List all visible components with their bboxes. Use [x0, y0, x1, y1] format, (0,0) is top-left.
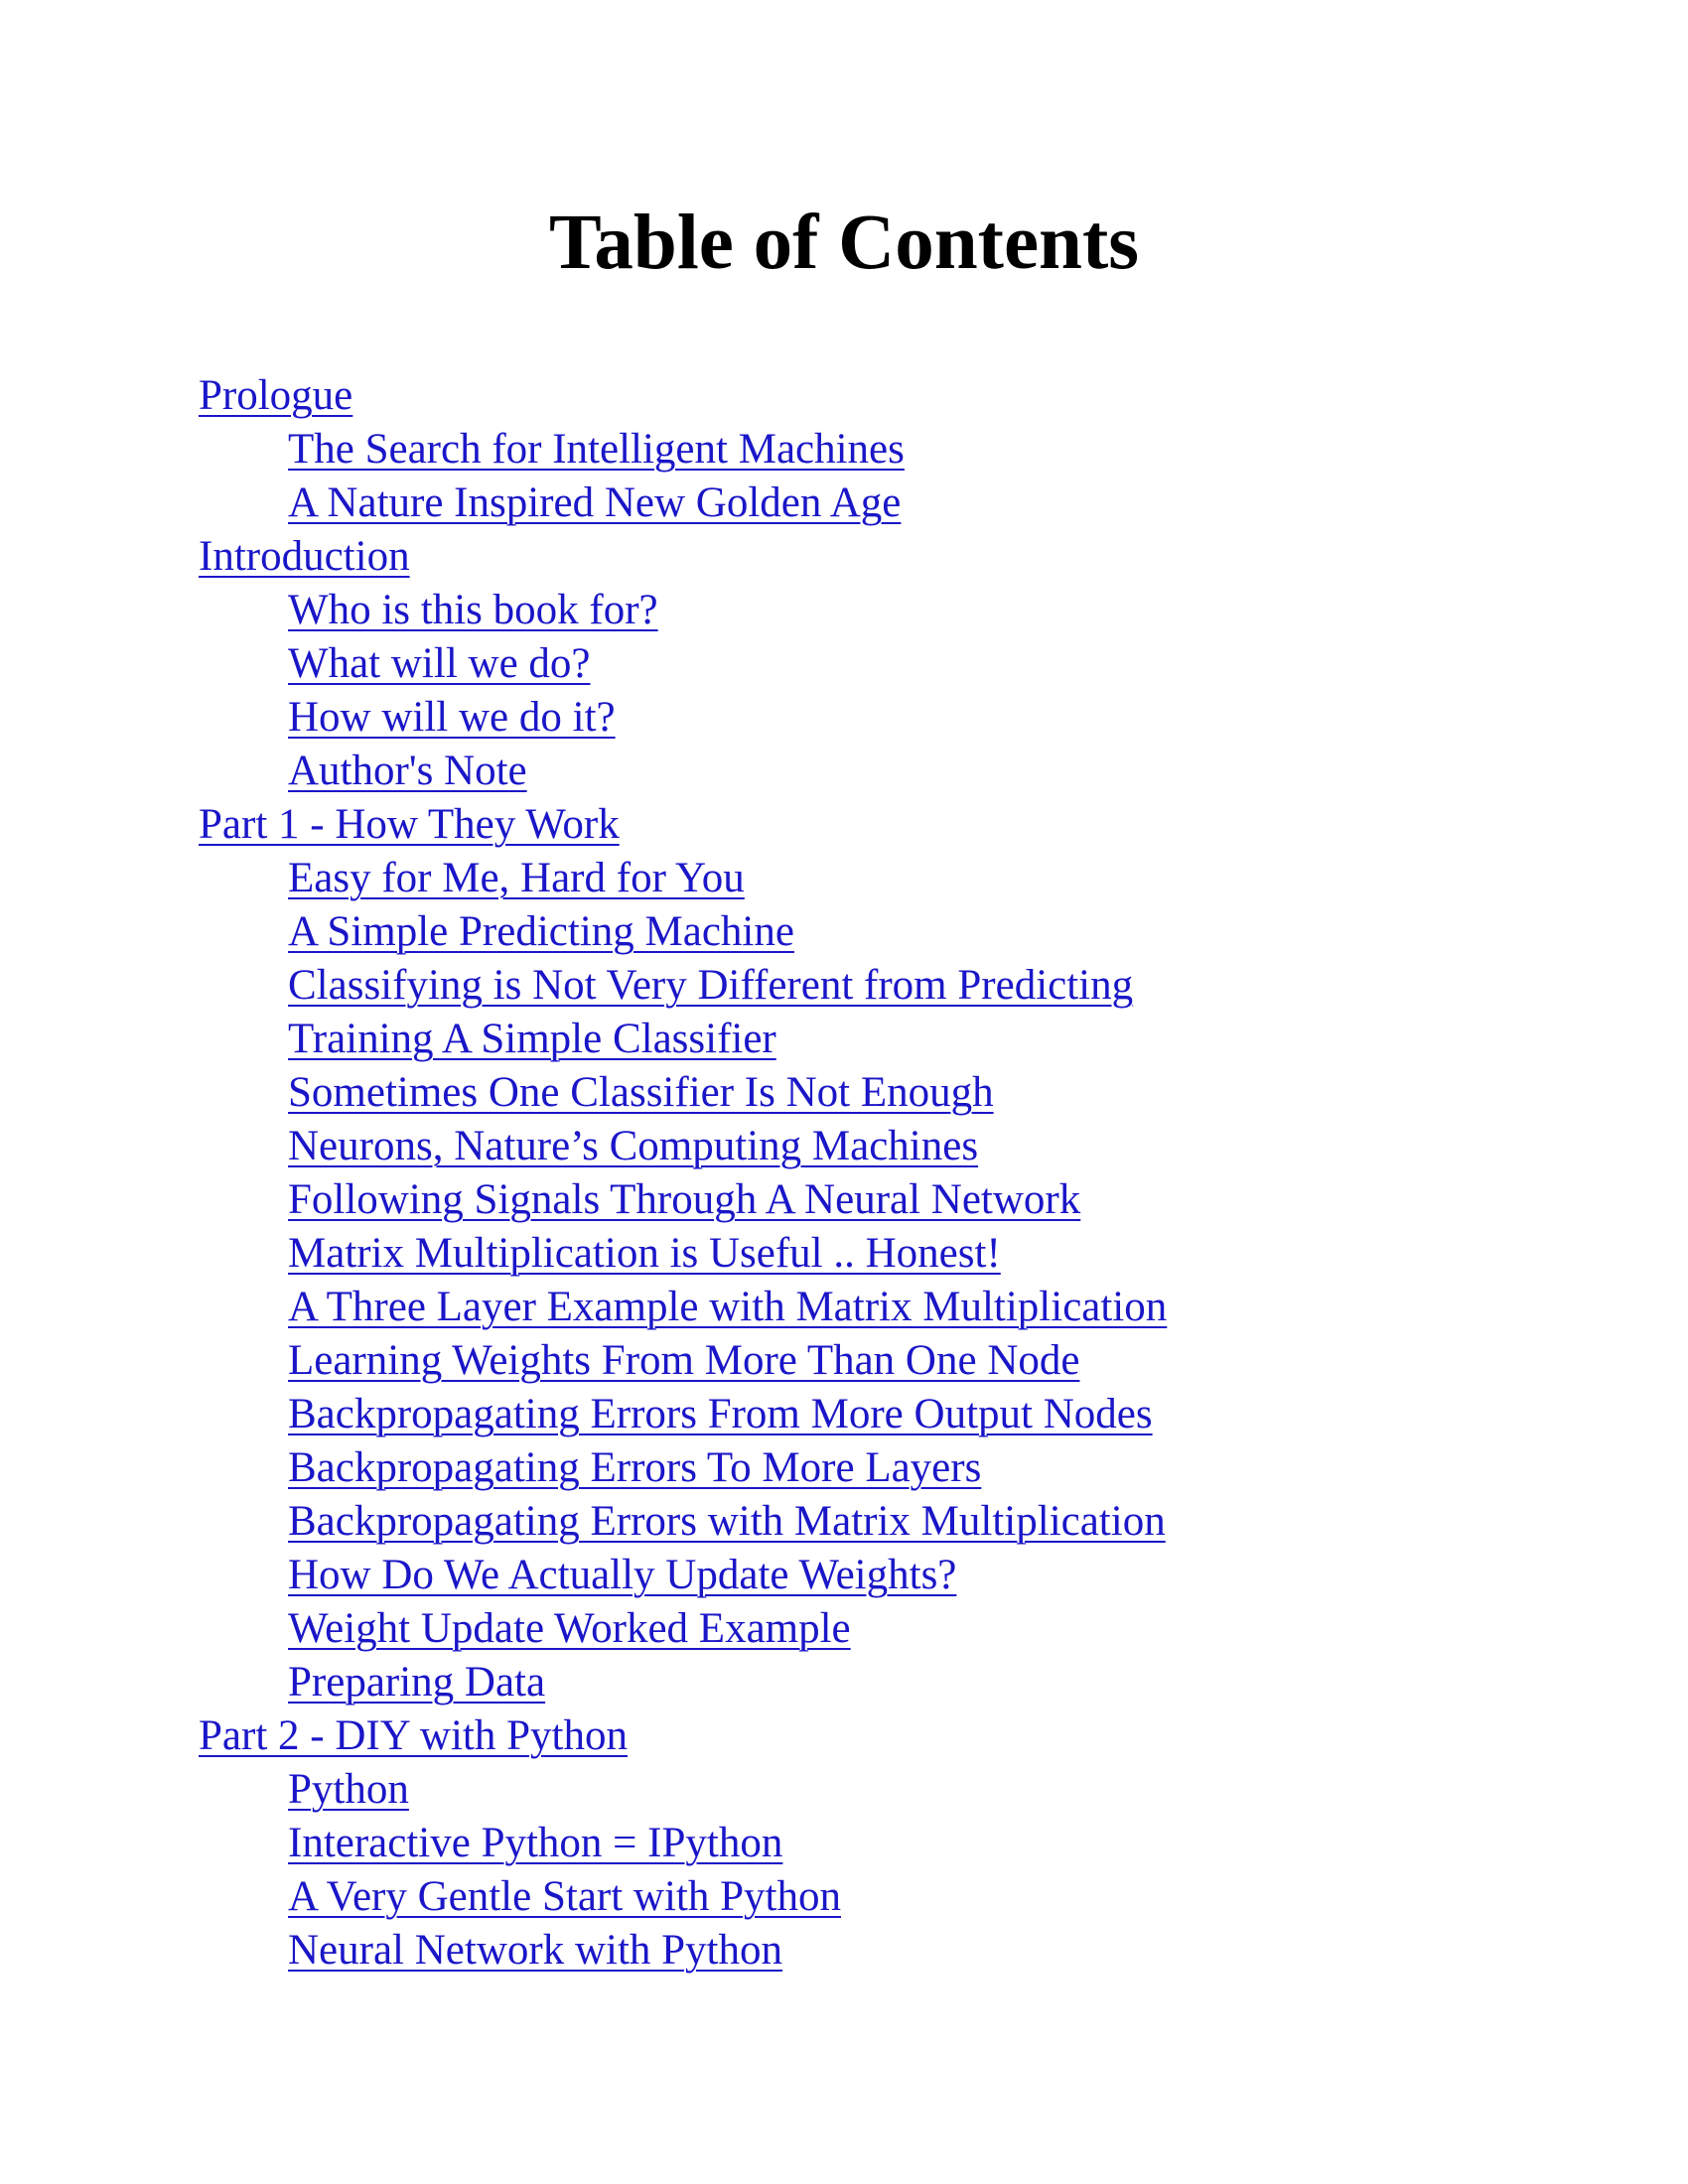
- toc-subsection-link[interactable]: Backpropagating Errors To More Layers: [288, 1444, 982, 1491]
- toc-subsection-link[interactable]: Training A Simple Classifier: [288, 1016, 776, 1062]
- toc-entry: [199, 1709, 1167, 1763]
- toc-entry: [199, 905, 1167, 959]
- toc-entry: [199, 423, 1167, 477]
- toc-entry: [199, 530, 1167, 584]
- toc-subsection-link[interactable]: A Simple Predicting Machine: [288, 908, 794, 955]
- toc-entry: [199, 691, 1167, 745]
- toc-entry: [199, 1495, 1167, 1549]
- toc-entry: [199, 637, 1167, 691]
- toc-subsection-link[interactable]: Interactive Python = IPython: [288, 1820, 783, 1866]
- toc-section-link[interactable]: Introduction: [199, 533, 410, 580]
- toc-entry: [199, 1656, 1167, 1709]
- toc-subsection-link[interactable]: What will we do?: [288, 640, 591, 687]
- toc-subsection-link[interactable]: Easy for Me, Hard for You: [288, 855, 745, 901]
- toc-subsection-link[interactable]: Neural Network with Python: [288, 1927, 783, 1974]
- toc-subsection-link[interactable]: Sometimes One Classifier Is Not Enough: [288, 1069, 994, 1116]
- toc-entry: [199, 1602, 1167, 1656]
- toc-subsection-link[interactable]: A Nature Inspired New Golden Age: [288, 479, 902, 526]
- toc-entry: [199, 745, 1167, 798]
- toc-entry: [199, 1281, 1167, 1334]
- toc-subsection-link[interactable]: Preparing Data: [288, 1659, 546, 1706]
- toc-entry: [199, 959, 1167, 1013]
- toc-subsection-link[interactable]: Python: [288, 1766, 409, 1813]
- toc-section-link[interactable]: Prologue: [199, 372, 353, 419]
- toc-entry: [199, 1549, 1167, 1602]
- toc-subsection-link[interactable]: A Three Layer Example with Matrix Multiplication: [288, 1284, 1168, 1330]
- toc-entry: [199, 1334, 1167, 1388]
- toc-entry: [199, 1227, 1167, 1281]
- toc-entry: [199, 1173, 1167, 1227]
- toc-subsection-link[interactable]: Who is this book for?: [288, 587, 658, 633]
- toc-subsection-link[interactable]: Following Signals Through A Neural Network: [288, 1176, 1081, 1223]
- page-title: Table of Contents: [548, 200, 1140, 286]
- toc-subsection-link[interactable]: Neurons, Nature’s Computing Machines: [288, 1123, 979, 1169]
- toc-subsection-link[interactable]: Backpropagating Errors From More Output Nodes: [288, 1391, 1153, 1437]
- toc-entry: [199, 1924, 1167, 1978]
- toc-entry: [199, 1013, 1167, 1066]
- toc-subsection-link[interactable]: Classifying is Not Very Different from Predicting: [288, 962, 1134, 1009]
- toc-entry: [199, 1817, 1167, 1870]
- toc-subsection-link[interactable]: A Very Gentle Start with Python: [288, 1873, 841, 1920]
- toc-entry: [199, 477, 1167, 530]
- toc-entry: [199, 798, 1167, 852]
- toc-subsection-link[interactable]: Learning Weights From More Than One Node: [288, 1337, 1080, 1384]
- table-of-contents: [199, 369, 1167, 1978]
- toc-entry: [199, 584, 1167, 637]
- toc-entry: [199, 1870, 1167, 1924]
- toc-entry: [199, 369, 1167, 423]
- toc-subsection-link[interactable]: How Do We Actually Update Weights?: [288, 1552, 957, 1598]
- toc-entry: [199, 852, 1167, 905]
- toc-entry: [199, 1120, 1167, 1173]
- toc-subsection-link[interactable]: Weight Update Worked Example: [288, 1605, 851, 1652]
- toc-subsection-link[interactable]: Backpropagating Errors with Matrix Multiplication: [288, 1498, 1166, 1545]
- toc-entry: [199, 1441, 1167, 1495]
- toc-entry: [199, 1763, 1167, 1817]
- toc-subsection-link[interactable]: Author's Note: [288, 748, 527, 794]
- toc-subsection-link[interactable]: How will we do it?: [288, 694, 616, 741]
- toc-subsection-link[interactable]: Matrix Multiplication is Useful .. Honest!: [288, 1230, 1001, 1277]
- toc-entry: [199, 1388, 1167, 1441]
- toc-subsection-link[interactable]: The Search for Intelligent Machines: [288, 426, 905, 473]
- toc-entry: [199, 1066, 1167, 1120]
- toc-section-link[interactable]: Part 1 - How They Work: [199, 801, 620, 848]
- toc-section-link[interactable]: Part 2 - DIY with Python: [199, 1712, 628, 1759]
